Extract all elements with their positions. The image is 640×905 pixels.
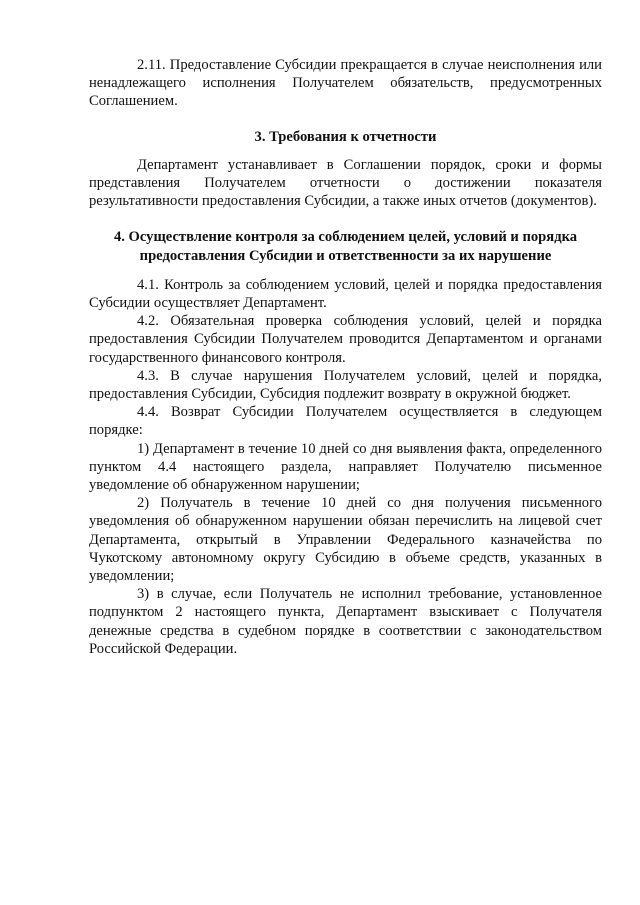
list-item-1: 1) Департамент в течение 10 дней со дня выявления факта, определенного пунктом 4.4 настоящего раздела, направляет Получателю письменное уведомление об обнаруженном нарушении; <box>89 440 602 494</box>
section-3-heading: 3. Требования к отчетности <box>254 128 437 145</box>
document-page <box>89 56 602 658</box>
paragraph-4-4: 4.4. Возврат Субсидии Получателем осуществляется в следующем порядке: <box>89 404 602 439</box>
list-item-2: 2) Получатель в течение 10 дней со дня получения письменного уведомления об обнаруженном нарушении обязан перечислить на лицевой счет Департамента, открытый в Управлении Федерального казначейства по Чукотскому автономному округу Субсидию в объеме средств, указанных в уведомлении; <box>89 495 602 585</box>
list-item-3: 3) в случае, если Получатель не исполнил требование, установленное подпунктом 2 настоящего пункта, Департамент взыскивает с Получателя денежные средства в судебном порядке в соответствии с законодательством Российской Федерации. <box>89 586 602 657</box>
paragraph-4-2: 4.2. Обязательная проверка соблюдения условий, целей и порядка предоставления Субсидии Получателем проводится Департаментом и органами государственного финансового контроля. <box>89 313 602 366</box>
section-3-paragraph: Департамент устанавливает в Соглашении порядок, сроки и формы представления Получателем отчетности о достижении показателя результативности предоставления Субсидии, а также иных отчетов (документов). <box>89 156 602 210</box>
section-4-heading: 4. Осуществление контроля за соблюдением целей, условий и порядка предоставления Субсидии и ответственности за их нарушение <box>113 229 578 264</box>
paragraph-2-11: 2.11. Предоставление Субсидии прекращается в случае неисполнения или ненадлежащего исполнения Получателем обязательств, предусмотренных Соглашением. <box>89 57 602 110</box>
paragraph-4-3: 4.3. В случае нарушения Получателем условий, целей и порядка, предоставления Субсидии, Субсидия подлежит возврату в окружной бюджет. <box>89 367 602 403</box>
paragraph-4-1: 4.1. Контроль за соблюдением условий, целей и порядка предоставления Субсидии осуществляет Департамент. <box>89 276 602 312</box>
